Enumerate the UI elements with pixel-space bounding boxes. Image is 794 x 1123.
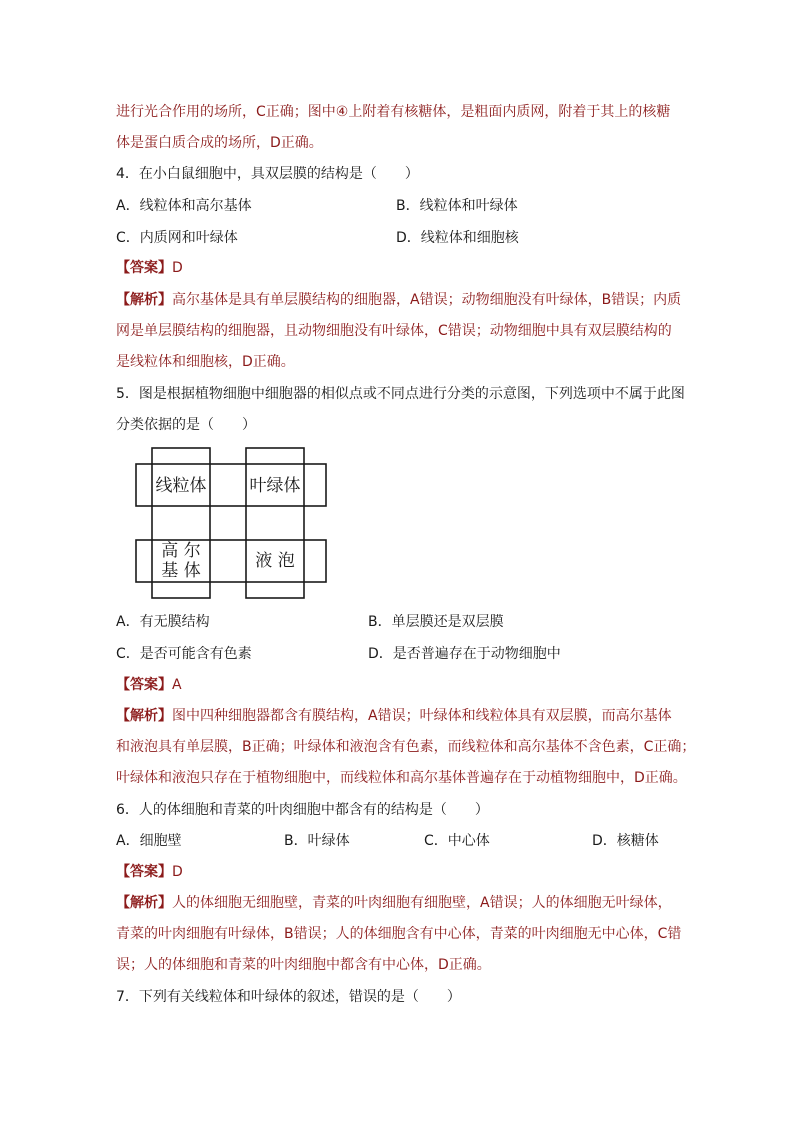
q5-option-d: D．是否普遍存在于动物细胞中 [368, 646, 561, 662]
analysis-text: 高尔基体是具有单层膜结构的细胞器，A错误；动物细胞没有叶绿体，B错误；内质 [172, 292, 682, 308]
q4-analysis-line-1 [116, 290, 681, 310]
q4-answer [116, 258, 183, 278]
answer-tag: 【答案】 [116, 677, 172, 693]
q6-answer [116, 862, 183, 882]
q5-stem-line-2: 分类依据的是（ ） [116, 417, 256, 433]
q7-stem: 7．下列有关线粒体和叶绿体的叙述，错误的是（ ） [116, 989, 461, 1005]
q4-analysis-line-2: 网是单层膜结构的细胞器，且动物细胞没有叶绿体，C错误；动物细胞中具有双层膜结构的 [116, 323, 672, 339]
q4-option-a: A．线粒体和高尔基体 [116, 198, 252, 214]
answer-value: A [172, 677, 182, 693]
answer-value: D [172, 864, 183, 880]
q4-stem: 4．在小白鼠细胞中，具双层膜的结构是（ ） [116, 166, 419, 182]
prev-analysis-line-2: 体是蛋白质合成的场所，D正确。 [116, 135, 323, 151]
q5-stem-line-1: 5．图是根据植物细胞中细胞器的相似点或不同点进行分类的示意图，下列选项中不属于此图 [116, 386, 685, 402]
q6-analysis-line-1 [116, 893, 672, 913]
cell-mitochondria: 线粒体 [155, 476, 207, 496]
cell-golgi-line-1: 高 尔 [161, 541, 201, 561]
q6-option-c: C．中心体 [424, 833, 490, 849]
cell-vacuole: 液 泡 [255, 551, 295, 571]
q5-option-c: C．是否可能含有色素 [116, 646, 252, 662]
analysis-tag: 【解析】 [116, 708, 172, 724]
q5-analysis-line-3: 叶绿体和液泡只存在于植物细胞中，而线粒体和高尔基体普遍存在于动植物细胞中，D正确。 [116, 770, 687, 786]
q6-analysis-line-3: 误；人的体细胞和青菜的叶肉细胞中都含有中心体，D正确。 [116, 957, 491, 973]
organelle-classification-diagram [134, 446, 328, 600]
q5-analysis-line-1 [116, 706, 672, 726]
q5-answer [116, 675, 182, 695]
q5-analysis-line-2: 和液泡具有单层膜，B正确；叶绿体和液泡含有色素，而线粒体和高尔基体不含色素，C正确； [116, 739, 696, 755]
analysis-text: 人的体细胞无细胞壁，青菜的叶肉细胞有细胞壁，A错误；人的体细胞无叶绿体， [172, 895, 672, 911]
q4-analysis-line-3: 是线粒体和细胞核，D正确。 [116, 354, 295, 370]
analysis-tag: 【解析】 [116, 895, 172, 911]
cell-chloroplast: 叶绿体 [249, 476, 301, 496]
answer-value: D [172, 260, 183, 276]
q4-option-b: B．线粒体和叶绿体 [396, 198, 518, 214]
analysis-text: 图中四种细胞器都含有膜结构，A错误；叶绿体和线粒体具有双层膜，而高尔基体 [172, 708, 672, 724]
q6-option-a: A．细胞壁 [116, 833, 182, 849]
column-frame-right [246, 448, 304, 598]
analysis-tag: 【解析】 [116, 292, 172, 308]
answer-tag: 【答案】 [116, 864, 172, 880]
q6-stem: 6．人的体细胞和青菜的叶肉细胞中都含有的结构是（ ） [116, 802, 489, 818]
q6-option-b: B．叶绿体 [284, 833, 350, 849]
q4-option-d: D．线粒体和细胞核 [396, 230, 519, 246]
q5-option-a: A．有无膜结构 [116, 614, 210, 630]
prev-analysis-line-1: 进行光合作用的场所，C正确；图中④上附着有核糖体，是粗面内质网，附着于其上的核糖 [116, 104, 671, 120]
answer-tag: 【答案】 [116, 260, 172, 276]
q5-option-b: B．单层膜还是双层膜 [368, 614, 504, 630]
cell-golgi-line-2: 基 体 [161, 561, 201, 581]
q4-option-c: C．内质网和叶绿体 [116, 230, 238, 246]
q6-option-d: D．核糖体 [592, 833, 659, 849]
q6-analysis-line-2: 青菜的叶肉细胞有叶绿体，B错误；人的体细胞含有中心体，青菜的叶肉细胞无中心体，C错 [116, 926, 682, 942]
